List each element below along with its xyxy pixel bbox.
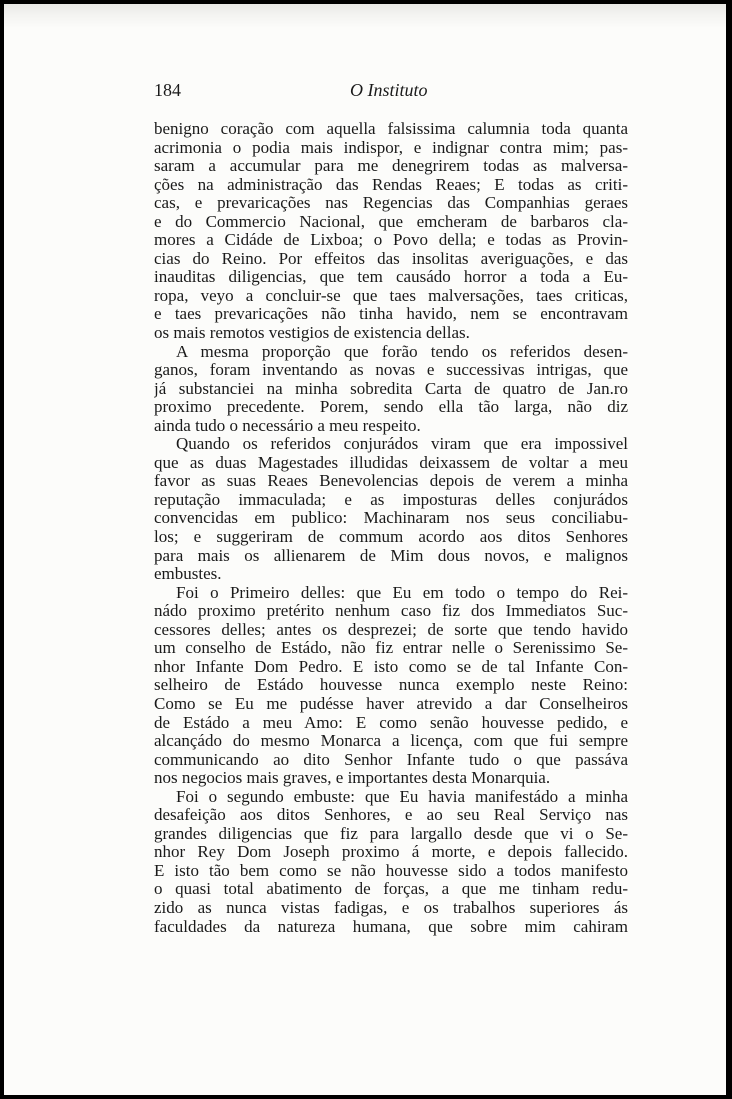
text-line: de Estádo a meu Amo: E como senão houvesse pedido, e [154,713,628,732]
text-line: um conselho de Estádo, não fiz entrar nelle o Serenissimo Se- [154,639,628,658]
text-line: inauditas diligencias, que tem causádo horror a toda a Eu- [154,268,628,287]
text-line: nos negocios mais graves, e importantes desta Monarquia. [154,769,551,788]
text-line: los; e suggeriram de commum acordo aos ditos Senhores [154,528,628,547]
text-line: desafeição aos ditos Senhores, e ao seu Real Serviço nas [154,806,628,825]
text-line: cessores delles; antes os desprezei; de sorte que tendo havido [154,620,628,639]
text-line: o quasi total abatimento de forças, a que me tinham redu- [154,880,628,899]
running-title: O Instituto [350,80,428,100]
page-number: 184 [154,80,181,100]
scan-edge [4,4,726,28]
text-line: nhor Infante Dom Pedro. E isto como se de tal Infante Con- [154,657,628,676]
text-line: e taes prevaricações não tinha havido, nem se encontravam [154,305,628,324]
text-line: e do Commercio Nacional, que emcheram de barbaros cla- [154,212,628,231]
text-line: cias do Reino. Por effeitos das insolitas averiguações, e das [154,249,628,268]
text-line: reputação immaculada; e as imposturas delles conjurádos [154,490,628,509]
text-line: embustes. [154,565,222,584]
text-line: saram a accumular para me denegrirem todas as malversa- [154,157,628,176]
text-line: zido as nunca vistas fadigas, e os trabalhos superiores ás [154,898,628,917]
text-line: alcançádo do mesmo Monarca a licença, com que fui sempre [154,732,628,751]
text-line: selheiro de Estádo houvesse nunca exemplo neste Reino: [154,676,628,695]
text-line: E isto tão bem como se não houvesse sido a todos manifesto [154,861,628,880]
text-line: acrimonia o podia mais indispor, e indignar contra mim; pas- [154,138,628,157]
body-text [154,120,628,936]
text-line: communicando ao dito Senhor Infante tudo o que passáva [154,750,628,769]
page-header [154,80,628,106]
text-line: convencidas em publico: Machinaram nos seus conciliabu- [154,509,628,528]
text-line: faculdades da natureza humana, que sobre mim cahiram [154,917,628,936]
text-line: ainda tudo o necessário a meu respeito. [154,416,421,435]
text-line: mores a Cidáde de Lixboa; o Povo della; e todas as Provin- [154,231,628,250]
text-line: ganos, foram inventando as novas e successivas intrigas, que [154,361,628,380]
text-line: Foi o segundo embuste: que Eu havia manifestádo a minha [176,787,628,806]
text-line: A mesma proporção que forão tendo os referidos desen- [176,342,628,361]
text-line: favor as suas Reaes Benevolencias depois de verem a minha [154,472,628,491]
text-line: nhor Rey Dom Joseph proximo á morte, e depois fallecido. [154,843,628,862]
text-line: Foi o Primeiro delles: que Eu em todo o tempo do Rei- [176,583,628,602]
text-line: que as duas Magestades illudidas deixassem de voltar a meu [154,453,628,472]
text-line: os mais remotos vestigios de existencia dellas. [154,324,470,343]
text-line: Como se Eu me pudésse haver atrevido a dar Conselheiros [154,694,628,713]
text-line: Quando os referidos conjurádos viram que era impossivel [176,435,628,454]
text-line: proximo precedente. Porem, sendo ella tão larga, não diz [154,398,628,417]
text-line: cas, e prevaricações nas Regencias das Companhias geraes [154,194,628,213]
text-line: nádo proximo pretérito nenhum caso fiz dos Immediatos Suc- [154,602,628,621]
text-line: benigno coração com aquella falsissima calumnia toda quanta [154,120,628,138]
text-line: ropa, veyo a concluir-se que taes malversações, taes criticas, [154,286,628,305]
text-line: ções na administração das Rendas Reaes; E todas as criti- [154,175,628,194]
book-page [4,4,726,1095]
text-line: grandes diligencias que fiz para largallo desde que vi o Se- [154,824,628,843]
text-line: já substanciei na minha sobredita Carta de quatro de Jan.ro [154,379,628,398]
text-line: para mais os allienarem de Mim dous novos, e malignos [154,546,628,565]
